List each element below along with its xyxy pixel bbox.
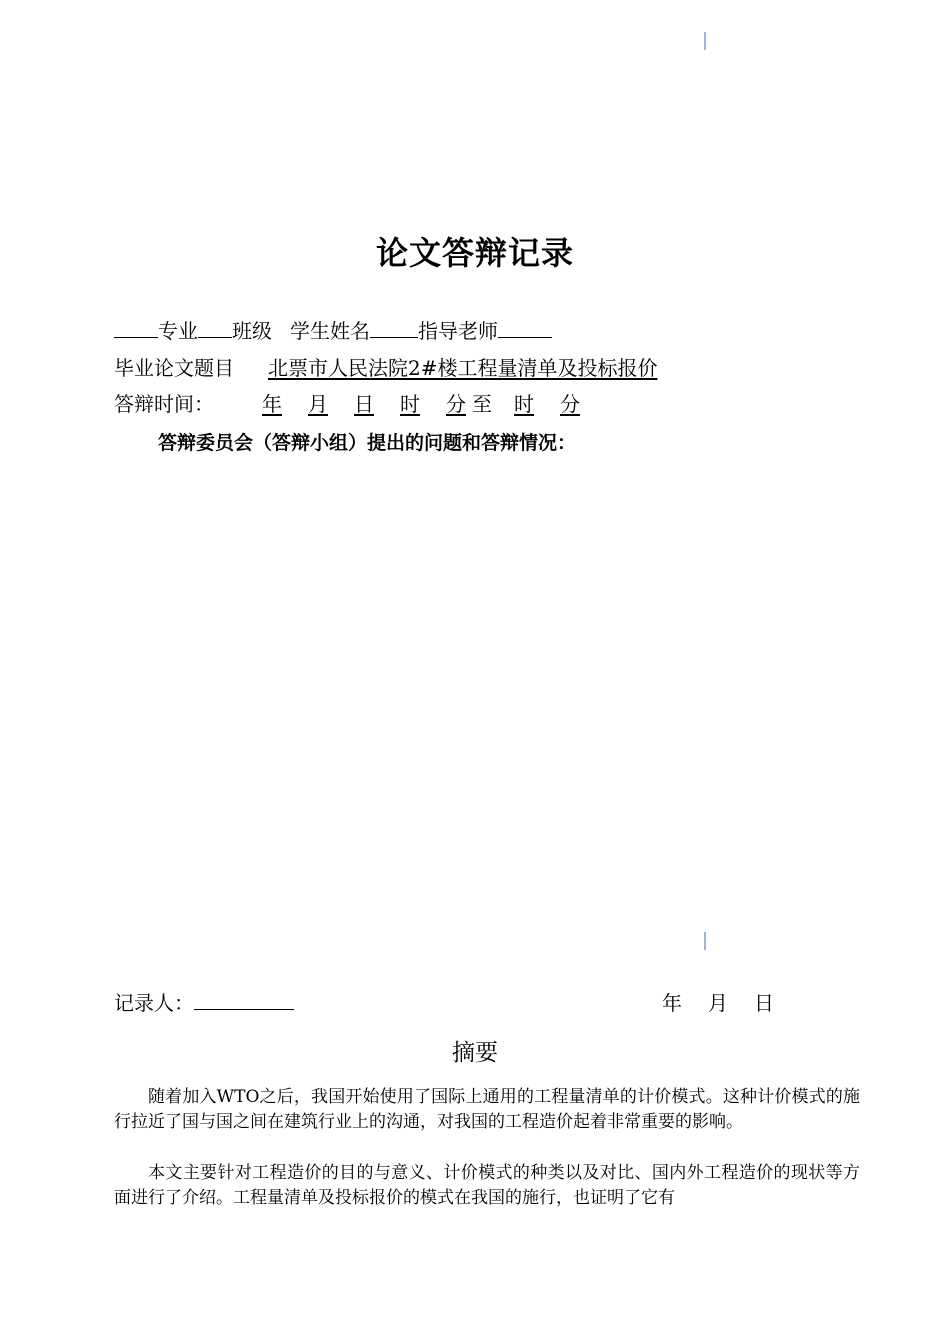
class-label: 班级 xyxy=(232,319,272,343)
margin-marker xyxy=(704,32,706,50)
margin-marker xyxy=(704,932,706,950)
defense-time-line xyxy=(114,391,580,417)
sign-date: 年 月 日 xyxy=(662,991,774,1015)
major-blank[interactable] xyxy=(114,319,158,338)
class-blank[interactable] xyxy=(198,319,232,338)
thesis-title-line xyxy=(114,355,657,381)
recorder-line xyxy=(114,987,294,1016)
defense-time-to: 至 xyxy=(472,392,492,416)
defense-time-fill[interactable]: 年 月 日 时 分 xyxy=(262,392,466,416)
student-name-blank[interactable] xyxy=(370,319,418,338)
recorder-label: 记录人： xyxy=(114,991,194,1015)
thesis-title-value: 北票市人民法院2#楼工程量清单及投标报价 xyxy=(268,356,658,380)
student-name-label: 学生姓名 xyxy=(290,319,370,343)
defense-time-label: 答辩时间： xyxy=(114,392,214,416)
abstract-heading: 摘要 xyxy=(452,1040,498,1066)
recorder-blank[interactable] xyxy=(194,991,294,1010)
student-info-line xyxy=(114,318,552,344)
advisor-label: 指导老师 xyxy=(418,319,498,343)
thesis-label: 毕业论文题目 xyxy=(114,356,234,380)
major-label: 专业 xyxy=(158,319,198,343)
committee-heading: 答辩委员会（答辩小组）提出的问题和答辩情况： xyxy=(158,432,577,454)
page-title: 论文答辩记录 xyxy=(375,234,574,272)
abstract-paragraph: 本文主要针对工程造价的目的与意义、计价模式的种类以及对比、国内外工程造价的现状等方面进行了介绍。工程量清单及投标报价的模式在我国的施行，也证明了它有 xyxy=(114,1163,860,1208)
defense-time-end-fill[interactable]: 时 分 xyxy=(514,392,580,416)
abstract-paragraph: 随着加入WTO之后，我国开始使用了国际上通用的工程量清单的计价模式。这种计价模式的施行拉近了国与国之间在建筑行业上的沟通，对我国的工程造价起着非常重要的影响。 xyxy=(114,1087,860,1132)
advisor-blank[interactable] xyxy=(498,319,552,338)
